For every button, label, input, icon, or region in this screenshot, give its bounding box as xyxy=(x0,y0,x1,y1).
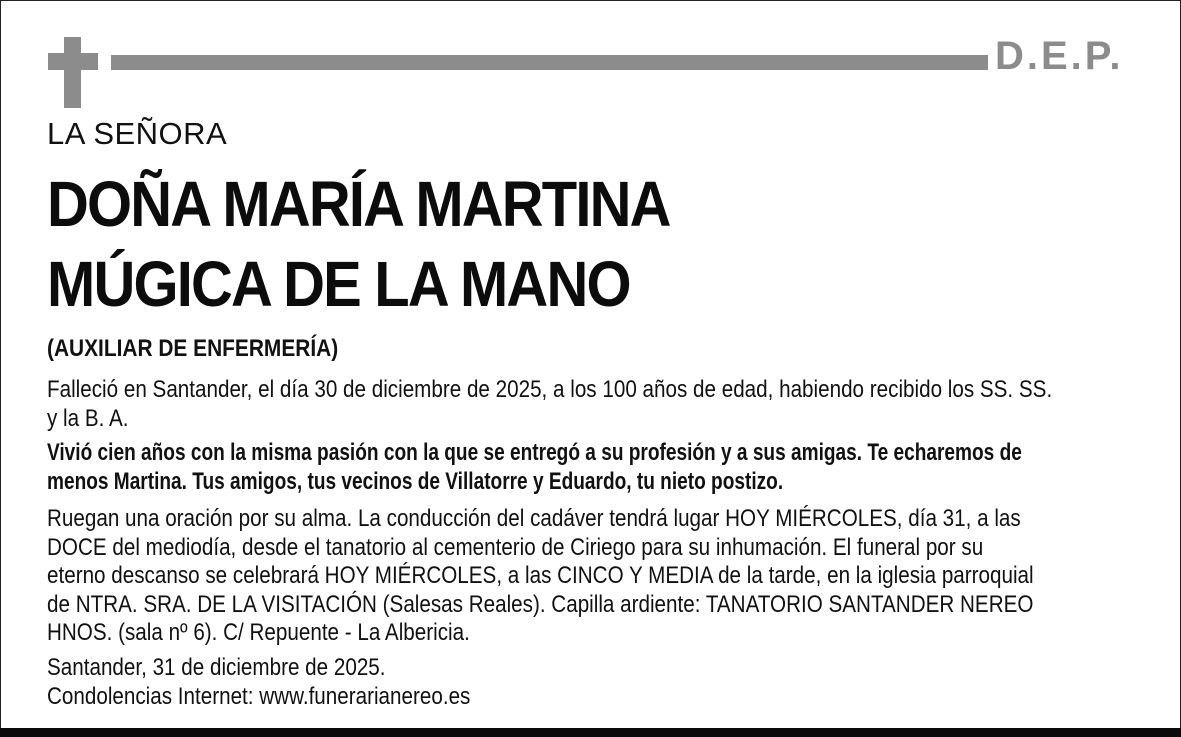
tribute-paragraph xyxy=(47,439,1088,496)
honorific: LA SEÑORA xyxy=(47,116,228,151)
text-line: HNOS. (sala nº 6). C/ Repuente - La Albericia. xyxy=(47,619,470,646)
service-paragraph xyxy=(47,505,1105,648)
place-date: Santander, 31 de diciembre de 2025. xyxy=(47,654,386,681)
profession: (AUXILIAR DE ENFERMERÍA) xyxy=(47,335,339,362)
header-rule xyxy=(111,55,988,70)
deceased-name-line-2: MÚGICA DE LA MANO xyxy=(47,248,630,320)
text-line: DOCE del mediodía, desde el tanatorio al cementerio de Ciriego para su inhumación. El funeral por su xyxy=(47,533,984,561)
text-line: Falleció en Santander, el día 30 de diciembre de 2025, a los 100 años de edad, habiendo recibido los SS. SS. xyxy=(47,376,1053,403)
condolences-line: Condolencias Internet: www.funerarianereo.es xyxy=(47,682,471,710)
dep-label: D.E.P. xyxy=(995,34,1124,78)
closing-block xyxy=(47,654,1105,711)
text-line: y la B. A. xyxy=(47,404,129,432)
cross-icon-arm xyxy=(48,53,98,70)
text-line: menos Martina. Tus amigos, tus vecinos de Villatorre y Eduardo, tu nieto postizo. xyxy=(47,467,784,495)
bottom-rule xyxy=(0,728,1181,737)
text-line: eterno descanso se celebrará HOY MIÉRCOLES, a las CINCO Y MEDIA de la tarde, en la iglesia parroquial xyxy=(47,562,1034,589)
text-line: Vivió cien años con la misma pasión con la que se entregó a su profesión y a sus amigas. Te echaremos de xyxy=(47,439,1022,466)
cross-icon xyxy=(64,37,81,108)
text-line: de NTRA. SRA. DE LA VISITACIÓN (Salesas Reales). Capilla ardiente: TANATORIO SANTANDER NEREO xyxy=(47,590,1034,618)
deceased-name-line-1: DOÑA MARÍA MARTINA xyxy=(47,168,670,240)
death-paragraph xyxy=(47,376,1105,433)
text-line: Ruegan una oración por su alma. La conducción del cadáver tendrá lugar HOY MIÉRCOLES, día 31, a las xyxy=(47,505,1021,532)
